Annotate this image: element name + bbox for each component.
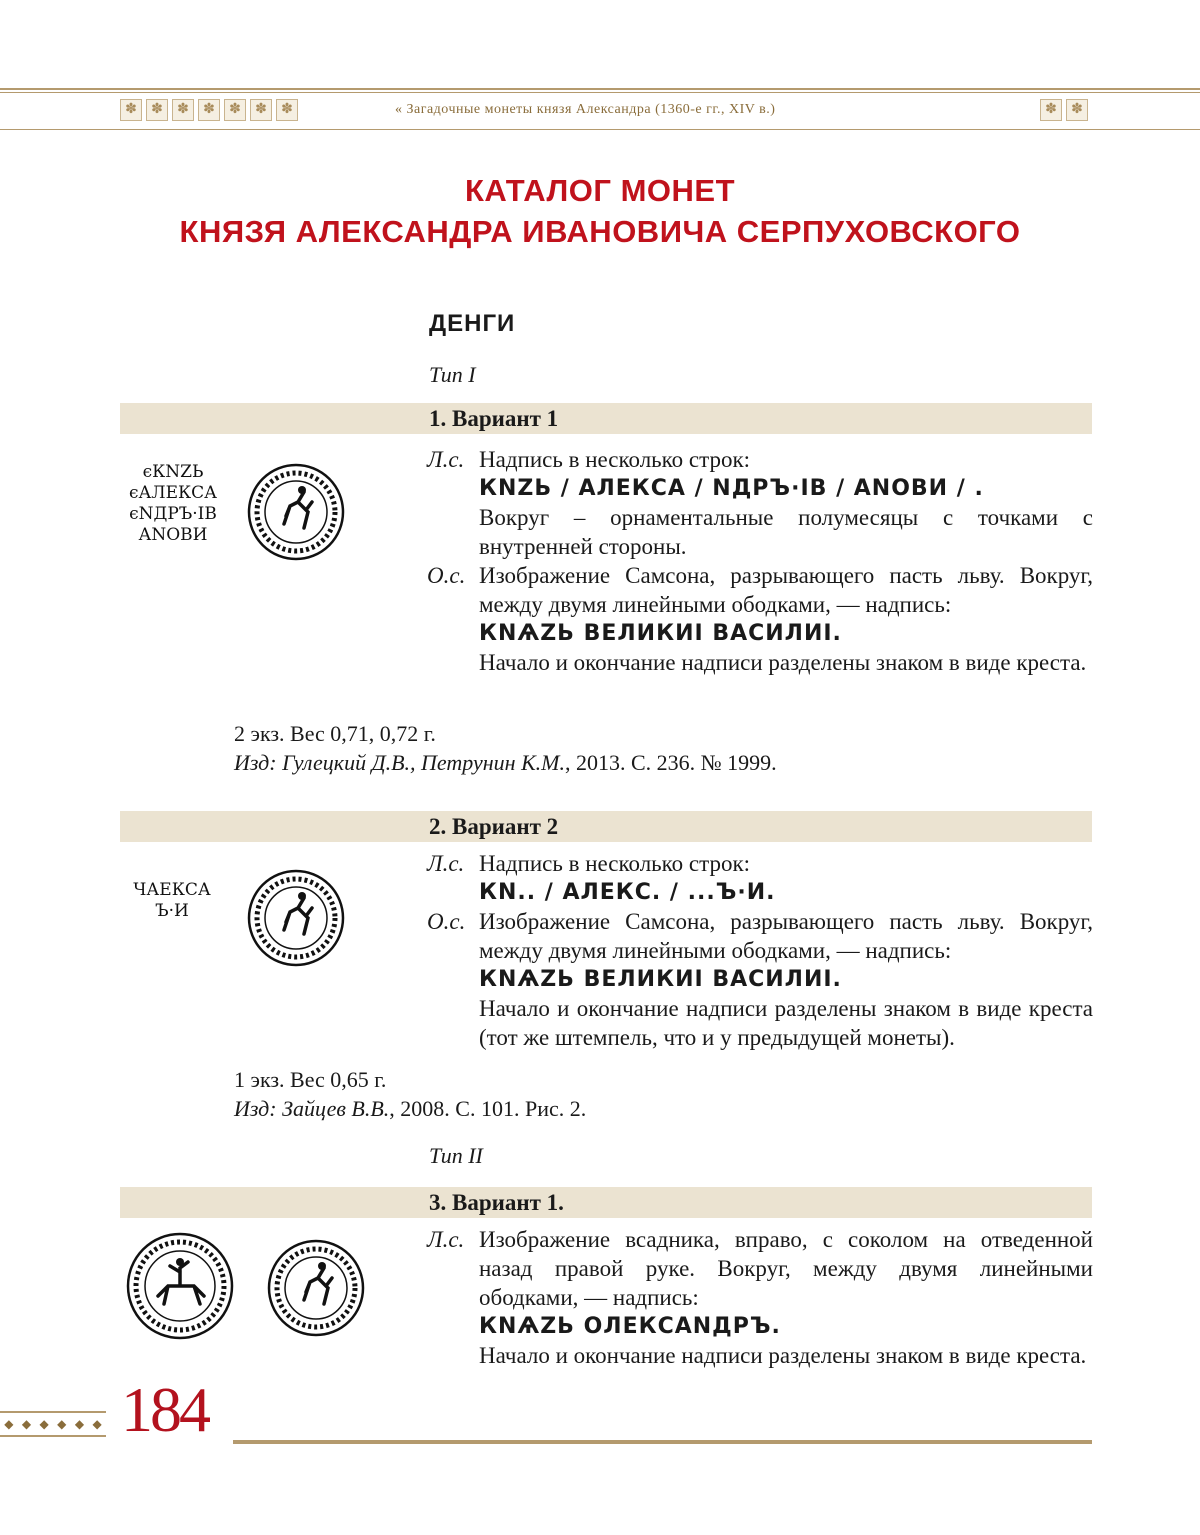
ornament-icon: ✽ [224, 99, 246, 121]
coin-reverse-drawing-1 [246, 462, 346, 562]
specimen-count: 2 экз. Вес 0,71, 0,72 г. [234, 721, 436, 746]
ornament-icon: ◆ [4, 1416, 14, 1431]
ornament-icon: ✽ [172, 99, 194, 121]
entry-meta-1 [234, 719, 777, 777]
reverse-text: Изображение Самсона, разрывающего пасть льву. Вокруг, между двумя линейными ободками, — надпись: [479, 909, 1093, 963]
obverse-extra: Вокруг – орнаментальные полумесяцы с точками с внутренней стороны. [479, 505, 1093, 559]
variant-band-1 [120, 403, 1092, 434]
coin-reverse-drawing-2 [246, 868, 346, 968]
obverse-extra: Начало и окончание надписи разделены знаком в виде креста. [479, 1343, 1087, 1368]
footer-ornament [0, 1411, 106, 1437]
publication-authors: Изд: Зайцев В.В. [234, 1096, 390, 1121]
header-ornament-right [1040, 99, 1088, 121]
specimen-count: 1 экз. Вес 0,65 г. [234, 1067, 387, 1092]
obverse-label: Л.с. [427, 447, 465, 472]
ornament-icon: ✽ [276, 99, 298, 121]
ornament-icon: ◆ [21, 1416, 32, 1431]
page-title-line1: КАТАЛОГ МОНЕТ [465, 173, 735, 208]
ornament-icon: ✽ [1066, 99, 1088, 121]
obverse-label: Л.с. [427, 851, 465, 876]
reverse-extra: Начало и окончание надписи разделены знаком в виде креста (тот же штемпель, что и у предыдущей монеты). [479, 996, 1093, 1050]
publication-authors: Изд: Гулецкий Д.В., Петрунин К.М. [234, 750, 565, 775]
ornament-icon: ◆ [39, 1416, 49, 1431]
publication-details: , 2008. С. 101. Рис. 2. [389, 1096, 587, 1121]
running-header: « Загадочные монеты князя Александра (1360-е гг., XIV в.) [395, 102, 776, 117]
variant-band-3 [120, 1187, 1092, 1218]
obverse-text: Надпись в несколько строк: [479, 447, 751, 472]
reverse-label: О.с. [427, 909, 466, 934]
obverse-text: Надпись в несколько строк: [479, 851, 751, 876]
obverse-legend: КN.. / АЛЕКС. / ...Ъ·И. [479, 880, 776, 905]
ornament-icon: ✽ [250, 99, 272, 121]
ornament-icon: ✽ [1040, 99, 1062, 121]
ornament-icon: ✽ [198, 99, 220, 121]
ornament-icon: ◆ [57, 1416, 67, 1431]
coin-obverse-drawing-3 [124, 1230, 236, 1342]
section-heading: ДЕНГИ [429, 310, 516, 337]
type-label-2: Тип II [429, 1143, 483, 1168]
obverse-text: Изображение всадника, вправо, с соколом на отведенной назад правой руке. Вокруг, между двумя линейными ободками, — надпись: [479, 1227, 1093, 1310]
page-title-line2: КНЯЗЯ АЛЕКСАНДРА ИВАНОВИЧА СЕРПУХОВСКОГО [179, 214, 1021, 249]
header-rule-lower [0, 129, 1200, 130]
header-ornament-left [120, 99, 298, 121]
reverse-legend: КNѦZЬ ВЕЛИКИI ВАСИЛИI. [479, 621, 842, 646]
obverse-legend: КNѦZЬ ОЛЕКСАNДРЪ. [479, 1314, 781, 1339]
reverse-legend: КNѦZЬ ВЕЛИКИI ВАСИЛИI. [479, 967, 842, 992]
coin-reverse-drawing-3 [266, 1238, 366, 1338]
variant-title: 3. Вариант 1. [429, 1190, 564, 1215]
ornament-icon: ◆ [74, 1416, 85, 1431]
obverse-legend: КNZЬ / АЛЕКСА / NДРЪ·IВ / АNОВИ / . [479, 476, 984, 501]
header-rule-top [0, 88, 1200, 90]
publication-details: , 2013. С. 236. № 1999. [565, 750, 777, 775]
type-label-1: Тип I [429, 362, 476, 387]
footer-rule [233, 1440, 1092, 1444]
reverse-label: О.с. [427, 563, 466, 588]
ornament-icon: ✽ [146, 99, 168, 121]
header-rule-bottom [0, 92, 1200, 93]
publication-ref [234, 748, 777, 777]
catalog-entry-1 [427, 445, 1093, 677]
ornament-icon: ◆ [92, 1416, 102, 1431]
reverse-text: Изображение Самсона, разрывающего пасть льву. Вокруг, между двумя линейными ободками, — надпись: [479, 563, 1093, 617]
catalog-entry-3 [427, 1225, 1093, 1370]
entry-meta-2 [234, 1065, 586, 1123]
ornament-icon: ✽ [120, 99, 142, 121]
variant-title: 1. Вариант 1 [429, 406, 559, 431]
reverse-extra: Начало и окончание надписи разделены знаком в виде креста. [479, 650, 1087, 675]
obverse-label: Л.с. [427, 1227, 465, 1252]
catalog-entry-2 [427, 849, 1093, 1052]
coin-obverse-drawing-2: ЧАЕКСА Ъ·И [133, 880, 211, 921]
coin-obverse-drawing-1: єКNZЬ єАЛЕКСА єNДРЪ·IВ АNОВИ [128, 462, 218, 545]
variant-title: 2. Вариант 2 [429, 814, 559, 839]
page-number: 184 [121, 1374, 208, 1445]
page-title [0, 170, 1200, 252]
variant-band-2 [120, 811, 1092, 842]
publication-ref [234, 1094, 586, 1123]
